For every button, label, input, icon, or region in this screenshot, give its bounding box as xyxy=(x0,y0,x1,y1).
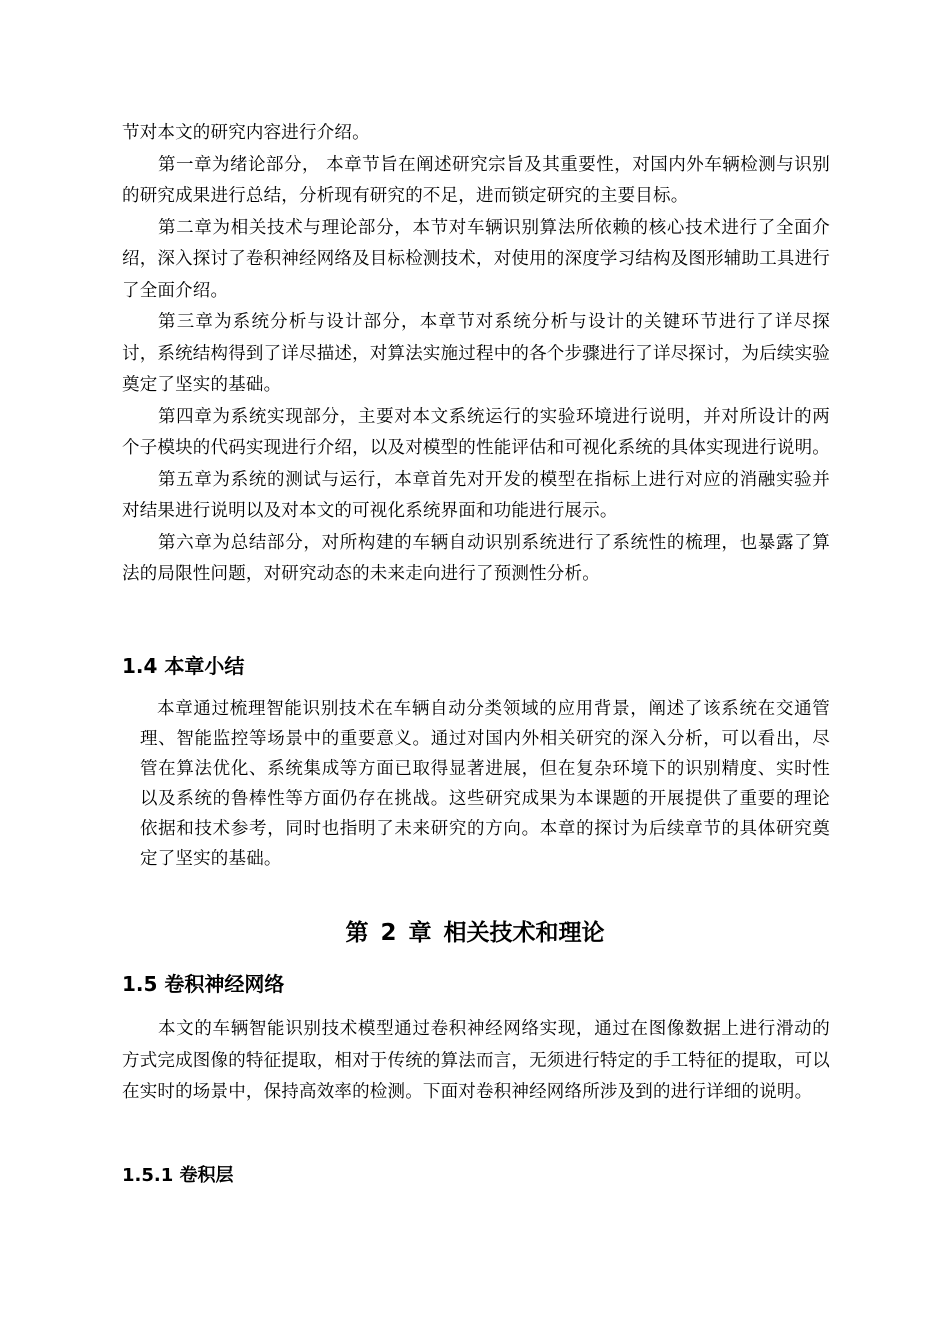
intro-section xyxy=(122,118,830,591)
section-1-4-paragraph: 本章通过梳理智能识别技术在车辆自动分类领域的应用背景，阐述了该系统在交通管理、智能监控等场景中的重要意义。通过对国内外相关研究的深入分析，可以看出，尽管在算法优化、系统集成等方面已取得显著进展，但在复杂环境下的识别精度、实时性以及系统的鲁棒性等方面仍存在挑战。这些研究成果为本课题的开展提供了重要的理论依据和技术参考，同时也指明了未来研究的方向。本章的探讨为后续章节的具体研究奠定了坚实的基础。 xyxy=(140,699,830,869)
section-1-5-body xyxy=(122,1014,830,1109)
chapter-3-summary: 第三章为系统分析与设计部分，本章节对系统分析与设计的关键环节进行了详尽探讨，系统结构得到了详尽描述，对算法实施过程中的各个步骤进行了详尽探讨，为后续实验奠定了坚实的基础。 xyxy=(122,312,830,395)
section-1-5-1-heading: 1.5.1 卷积层 xyxy=(122,1165,234,1186)
chapter-6-summary: 第六章为总结部分，对所构建的车辆自动识别系统进行了系统性的梳理，也暴露了算法的局限性问题，对研究动态的未来走向进行了预测性分析。 xyxy=(122,532,830,584)
chapter-1-summary: 第一章为绪论部分， 本章节旨在阐述研究宗旨及其重要性，对国内外车辆检测与识别的研究成果进行总结，分析现有研究的不足，进而锁定研究的主要目标。 xyxy=(122,154,830,206)
section-1-4-heading: 1.4 本章小结 xyxy=(122,654,245,678)
chapter-4-summary: 第四章为系统实现部分，主要对本文系统运行的实验环境进行说明，并对所设计的两个子模块的代码实现进行介绍，以及对模型的性能评估和可视化系统的具体实现进行说明。 xyxy=(122,406,830,458)
section-1-5-heading: 1.5 卷积神经网络 xyxy=(122,972,285,996)
section-1-5-paragraph: 本文的车辆智能识别技术模型通过卷积神经网络实现，通过在图像数据上进行滑动的方式完成图像的特征提取，相对于传统的算法而言，无须进行特定的手工特征的提取，可以在实时的场景中，保持高效率的检测。下面对卷积神经网络所涉及到的进行详细的说明。 xyxy=(122,1019,830,1102)
intro-lead-paragraph: 节对本文的研究内容进行介绍。 xyxy=(122,123,370,143)
chapter-2-title: 第 2 章 相关技术和理论 xyxy=(345,920,605,946)
chapter-2-summary: 第二章为相关技术与理论部分，本节对车辆识别算法所依赖的核心技术进行了全面介绍，深入探讨了卷积神经网络及目标检测技术，对使用的深度学习结构及图形辅助工具进行了全面介绍。 xyxy=(122,217,830,301)
chapter-5-summary: 第五章为系统的测试与运行，本章首先对开发的模型在指标上进行对应的消融实验并对结果进行说明以及对本文的可视化系统界面和功能进行展示。 xyxy=(122,469,830,521)
